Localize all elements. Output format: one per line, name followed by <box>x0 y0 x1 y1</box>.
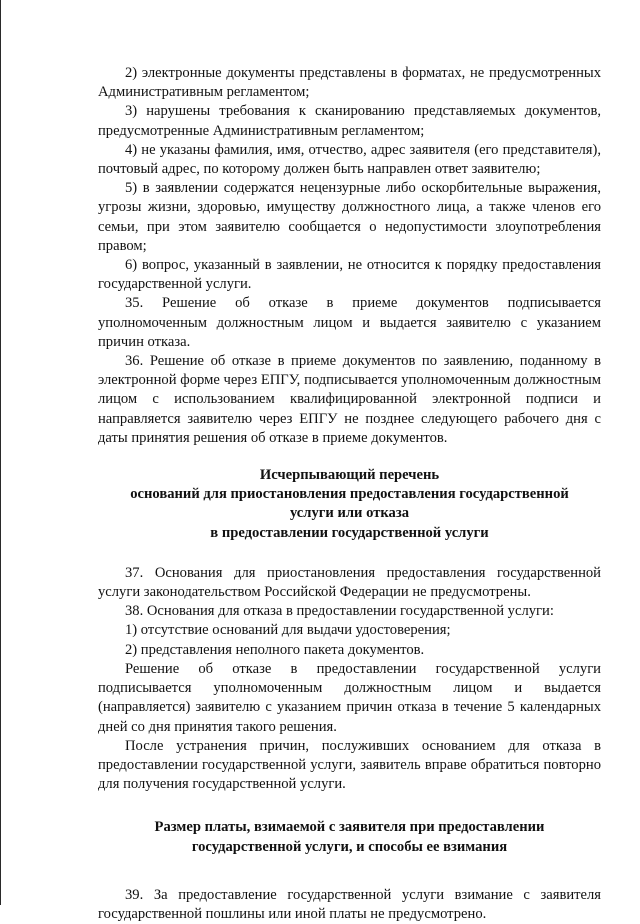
document-body <box>98 64 601 924</box>
section-heading-grounds <box>98 466 601 543</box>
heading-line: Исчерпывающий перечень <box>259 467 440 484</box>
scan-edge-line <box>0 0 1 905</box>
paragraph-38: 38. Основания для отказа в предоставлении государственной услуги: <box>125 603 554 620</box>
paragraph-38-item-1: 1) отсутствие оснований для выдачи удостоверения; <box>125 622 451 639</box>
heading-line: Размер платы, взимаемой с заявителя при предоставлении <box>154 819 545 836</box>
paragraph-item-3: 3) нарушены требования к сканированию представляемых документов, предусмотренные Административным регламентом; <box>98 103 601 139</box>
paragraph-35: 35. Решение об отказе в приеме документов подписывается уполномоченным должностным лицом и выдается заявителю с указанием причин отказа. <box>98 295 601 350</box>
section-heading-fee <box>98 818 601 856</box>
paragraph-item-6: 6) вопрос, указанный в заявлении, не относится к порядку предоставления государственной услуги. <box>98 257 601 293</box>
heading-line: в предоставлении государственной услуги <box>210 524 489 541</box>
paragraph-refusal-decision: Решение об отказе в предоставлении государственной услуги подписывается уполномоченным должностным лицом и выдается (направляется) заявителю с указанием причин отказа в течение 5 календарных дней со дня принятия такого решения. <box>98 660 601 735</box>
paragraph-item-2: 2) электронные документы представлены в форматах, не предусмотренных Административным регламентом; <box>98 65 601 101</box>
paragraph-36: 36. Решение об отказе в приеме документов по заявлению, поданному в электронной форме через ЕПГУ, подписывается уполномоченным должностным лицом с использованием квалифицированной электронной подписи и направляется заявителю через ЕПГУ не позднее следующего рабочего дня с даты принятия решения об отказе в приеме документов. <box>98 353 601 446</box>
heading-line: оснований для приостановления предоставления государственной <box>130 486 569 503</box>
paragraph-reapply: После устранения причин, послуживших основанием для отказа в предоставлении государственной услуги, заявитель вправе обратиться повторно для получения государственной услуги. <box>98 737 601 793</box>
paragraph-item-4: 4) не указаны фамилия, имя, отчество, адрес заявителя (его представителя), почтовый адрес, по которому должен быть направлен ответ заявителю; <box>98 141 601 178</box>
paragraph-39: 39. За предоставление государственной услуги взимание с заявителя государственной пошлины или иной платы не предусмотрено. <box>98 886 601 922</box>
paragraph-38-item-2: 2) представления неполного пакета документов. <box>125 641 425 658</box>
paragraph-item-5: 5) в заявлении содержатся нецензурные либо оскорбительные выражения, угрозы жизни, здоровью, имуществу должностного лица, а также членов его семьи, при этом заявителю сообщается о недопустимости злоупотребления правом; <box>98 180 601 254</box>
heading-line: услуги или отказа <box>289 505 410 522</box>
heading-line: государственной услуги, и способы ее взимания <box>191 838 508 855</box>
paragraph-37: 37. Основания для приостановления предоставления государственной услуги законодательством Российской Федерации не предусмотрены. <box>98 564 601 601</box>
